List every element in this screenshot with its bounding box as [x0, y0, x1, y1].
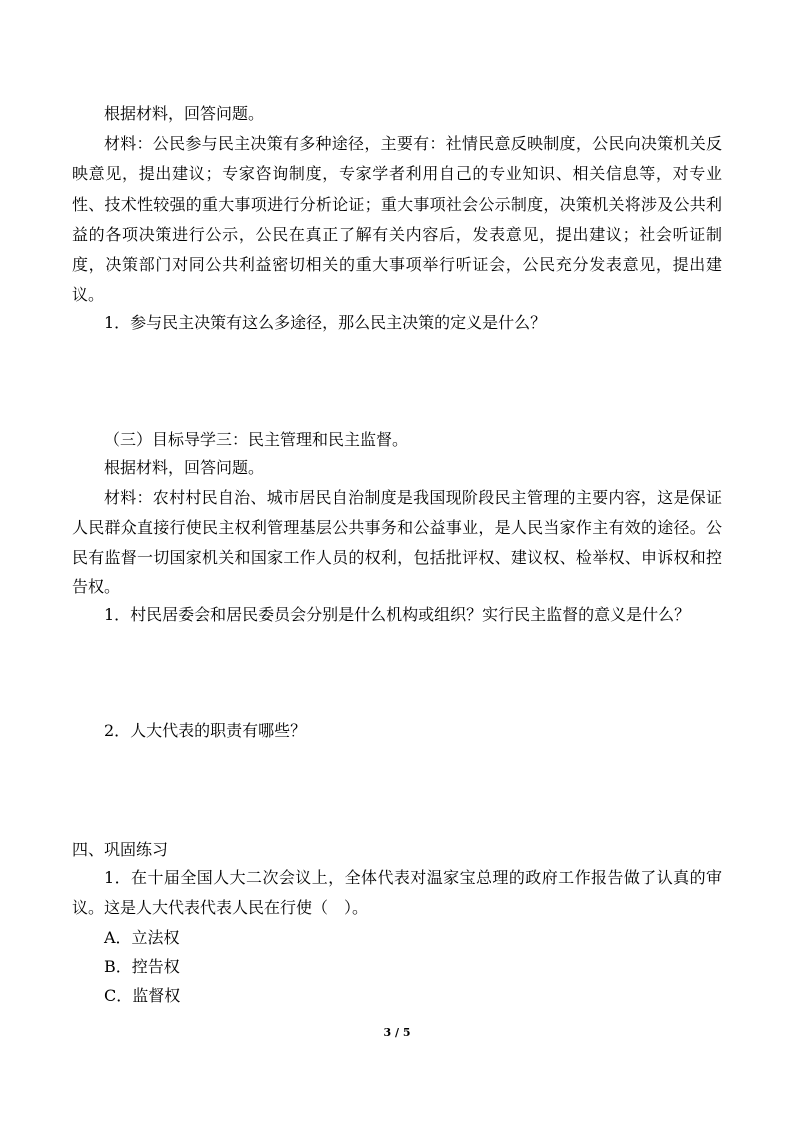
material-line: 人民群众直接行使民主权利管理基层公共事务和公益事业，是人民当家作主有效的途径。公: [72, 518, 722, 537]
material-line: 材料：农村村民自治、城市居民自治制度是我国现阶段民主管理的主要内容，这是保证: [104, 488, 722, 507]
instruction-text: 根据材料，回答问题。: [104, 104, 265, 123]
answer-option: B．控告权: [104, 957, 180, 976]
material-line: 性、技术性较强的重大事项进行分析论证；重大事项社会公示制度，决策机关将涉及公共利: [72, 195, 722, 214]
section-heading: （三）目标导学三：民主管理和民主监督。: [104, 430, 409, 449]
section-heading: 四、巩固练习: [72, 840, 169, 859]
question-line: 议。这是人大代表代表人民在行使（ ）。: [72, 898, 369, 917]
material-line: 益的各项决策进行公示，公民在真正了解有关内容后，发表意见，提出建议；社会听证制: [72, 225, 722, 244]
question-line: 1．在十届全国人大二次会议上，全体代表对温家宝总理的政府工作报告做了认真的审: [104, 868, 722, 887]
answer-option: A．立法权: [104, 928, 180, 947]
material-line: 度，决策部门对同公共利益密切相关的重大事项举行听证会，公民充分发表意见，提出建: [72, 255, 722, 274]
material-line: 映意见，提出建议；专家咨询制度，专家学者利用自己的专业知识、相关信息等，对专业: [72, 164, 722, 183]
material-line: 材料：公民参与民主决策有多种途径，主要有：社情民意反映制度，公民向决策机关反: [104, 134, 722, 153]
material-line: 告权。: [72, 577, 121, 596]
instruction-text: 根据材料，回答问题。: [104, 458, 265, 477]
question-text: 1．村民居委会和居民委员会分别是什么机构或组织？实行民主监督的意义是什么？: [104, 605, 691, 624]
question-text: 1．参与民主决策有这么多途径，那么民主决策的定义是什么？: [104, 313, 547, 332]
material-line: 议。: [72, 285, 105, 304]
material-line: 民有监督一切国家机关和国家工作人员的权利，包括批评权、建议权、检举权、申诉权和控: [72, 548, 722, 567]
question-text: 2．人大代表的职责有哪些？: [104, 721, 307, 740]
page-number: 3 / 5: [383, 1026, 411, 1039]
answer-option: C．监督权: [104, 986, 181, 1005]
